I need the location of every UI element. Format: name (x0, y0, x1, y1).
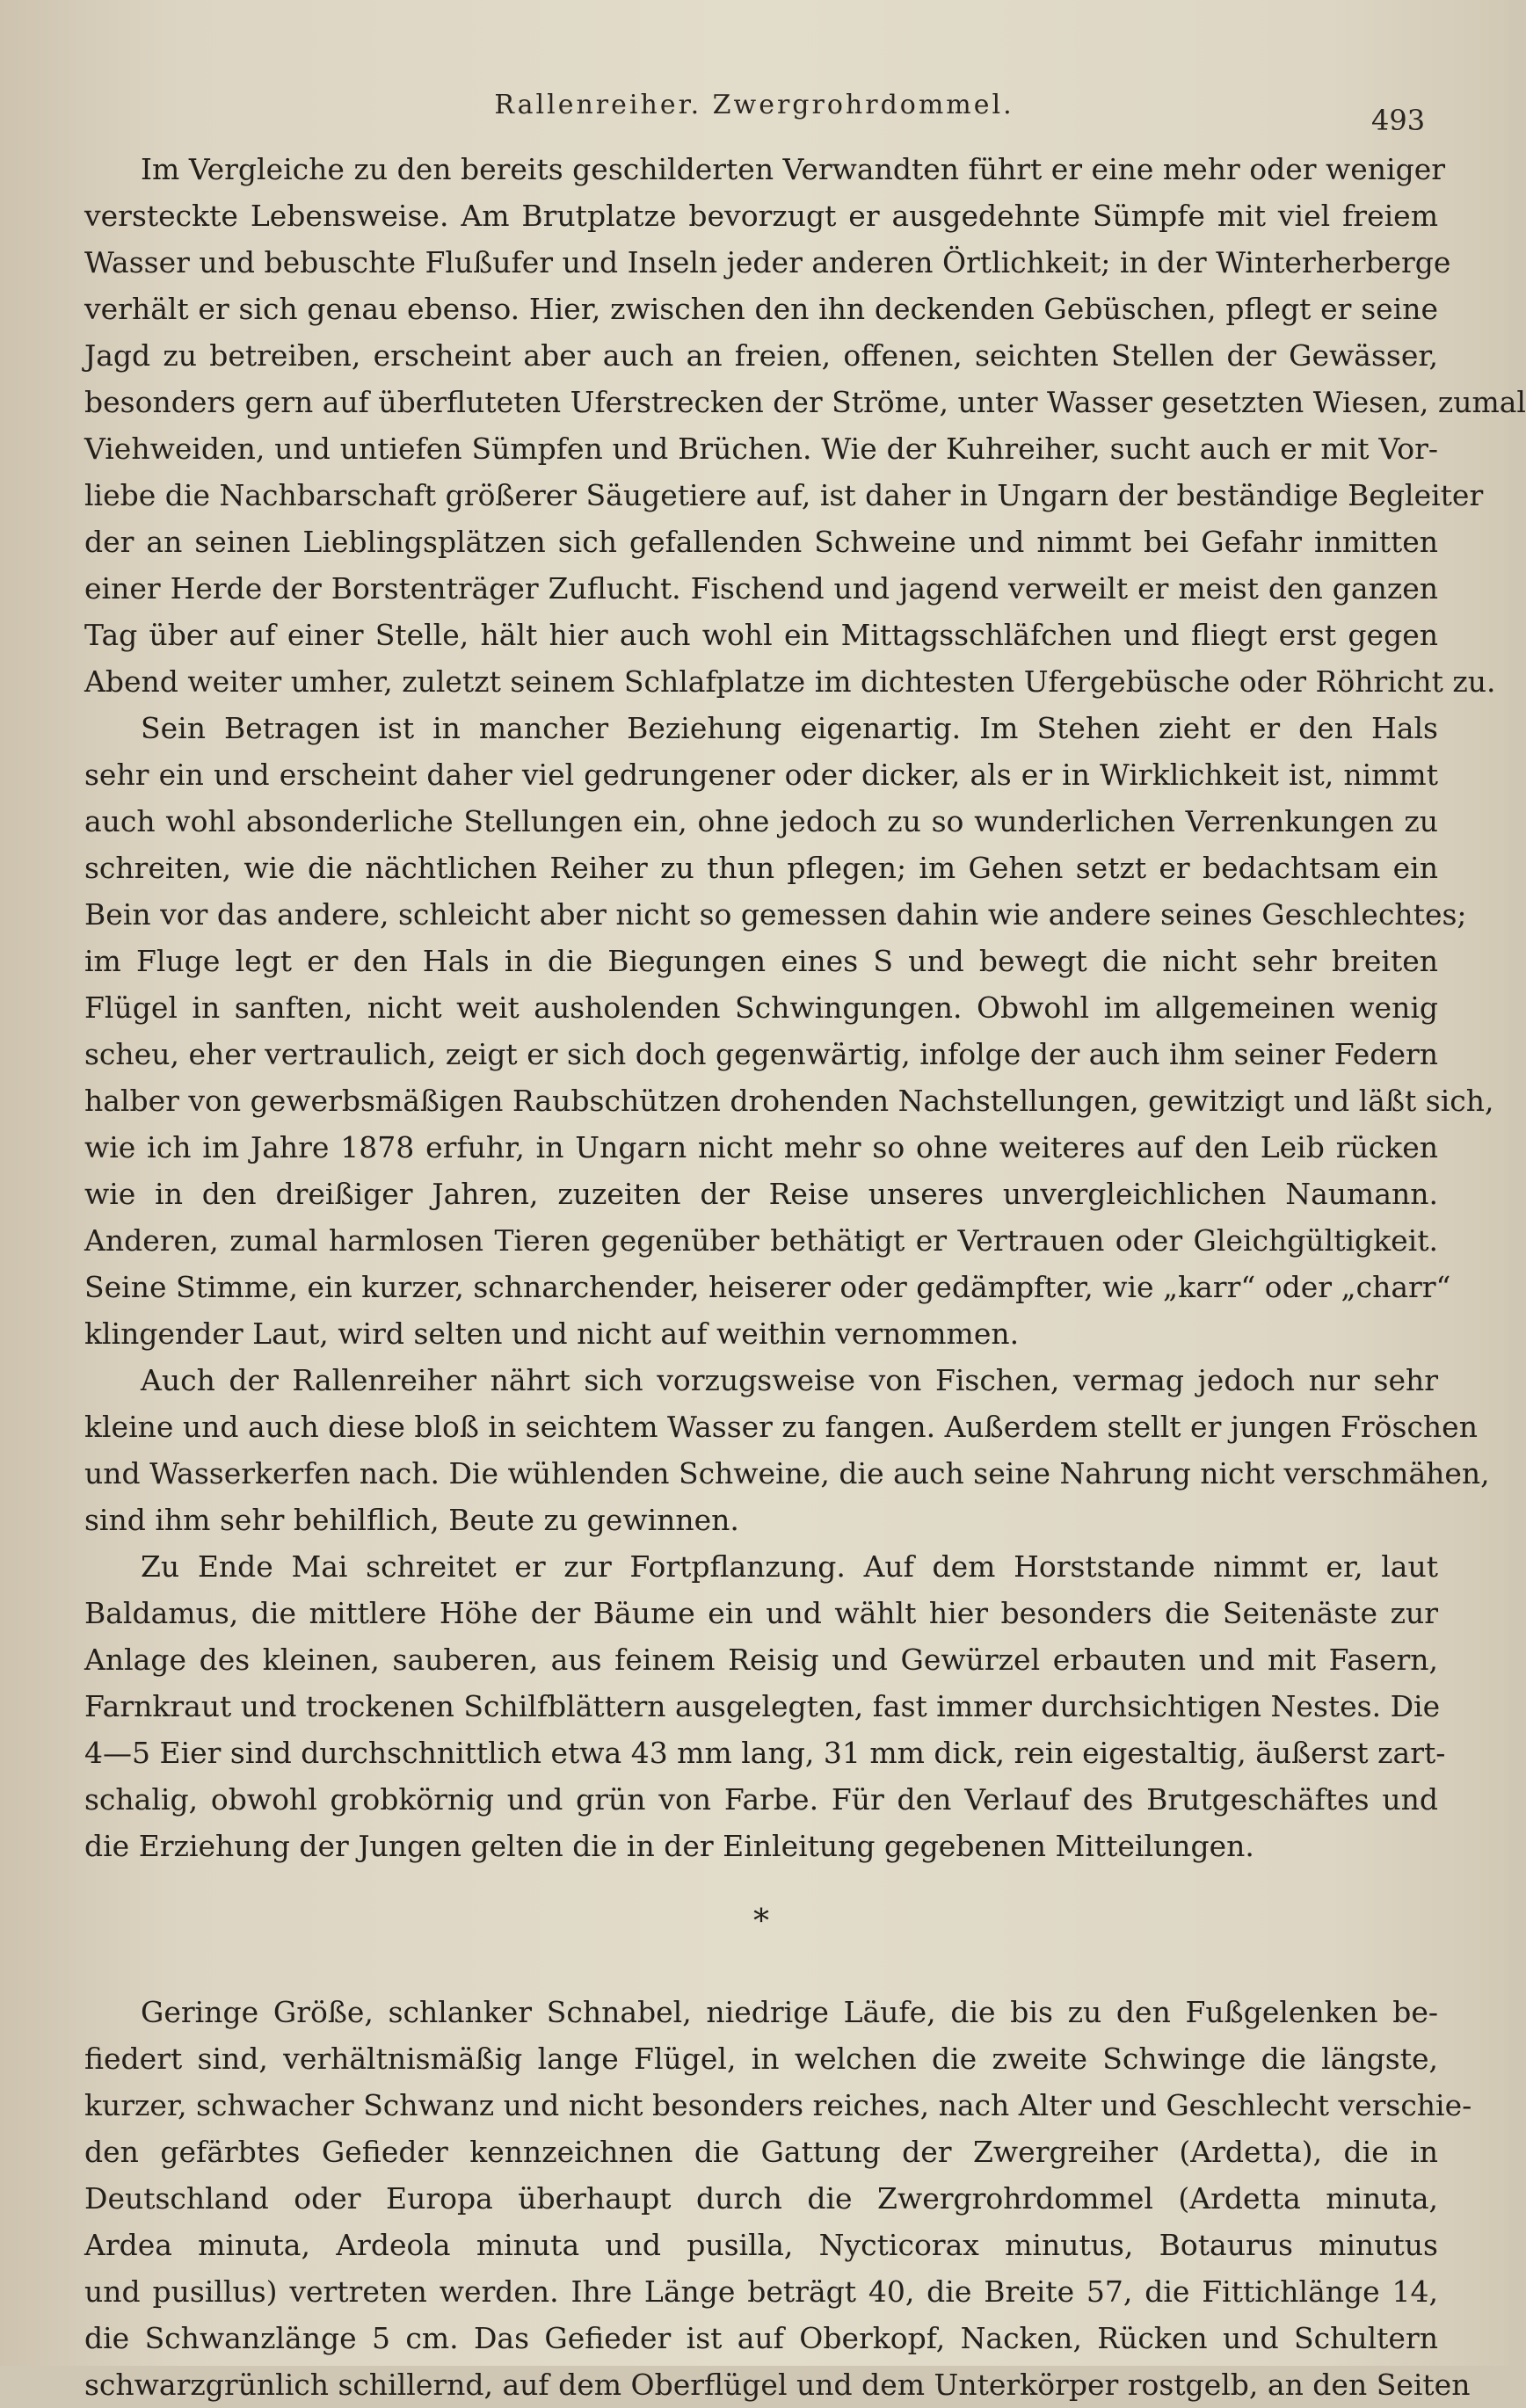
text-line: den gefärbtes Gefieder kennzeichnen die Gattung der Zwergreiher (Ardetta), die in (84, 2135, 1438, 2169)
text-line: 4—5 Eier sind durchschnittlich etwa 43 mm lang, 31 mm dick, rein eigestaltig, äußerst zart- (84, 1736, 1446, 1770)
paragraph (84, 1357, 1490, 1543)
text-line: Deutschland oder Europa überhaupt durch die Zwergrohrdommel (Ardetta minuta, (84, 2181, 1438, 2216)
paragraph (84, 146, 1526, 705)
running-title: Rallenreiher. Zwergrohrdommel. (494, 90, 1014, 120)
text-line: und pusillus) vertreten werden. Ihre Länge beträgt 40, die Breite 57, die Fittichlänge 14, (84, 2274, 1438, 2309)
text-line: Geringe Größe, schlanker Schnabel, niedrige Läufe, die bis zu den Fußgelenken be- (141, 1995, 1438, 2029)
text-line: sehr ein und erscheint daher viel gedrungener oder dicker, als er in Wirklichkeit ist, nimmt (84, 758, 1438, 792)
text-line: im Fluge legt er den Hals in die Biegungen eines S und bewegt die nicht sehr breiten (84, 944, 1438, 978)
text-line: Anderen, zumal harmlosen Tieren gegenüber bethätigt er Vertrauen oder Gleichgültigkeit. (84, 1223, 1438, 1258)
text-line: Jagd zu betreiben, erscheint aber auch an freien, offenen, seichten Stellen der Gewässer, (84, 338, 1438, 373)
section-separator: * (753, 1904, 769, 1940)
text-line: klingender Laut, wird selten und nicht auf weithin vernommen. (84, 1316, 1020, 1351)
text-line: wie in den dreißiger Jahren, zuzeiten der Reise unseres unvergleichlichen Naumann. (84, 1177, 1438, 1211)
text-line: Farnkraut und trockenen Schilfblättern ausgelegten, fast immer durchsichtigen Nestes. Die (84, 1689, 1441, 1723)
text-line: fiedert sind, verhältnismäßig lange Flügel, in welchen die zweite Schwinge die längste, (84, 2042, 1438, 2076)
paragraph (84, 705, 1494, 1357)
text-line: halber von gewerbsmäßigen Raubschützen drohenden Nachstellungen, gewitzigt und läßt sich, (84, 1084, 1494, 1118)
text-line: besonders gern auf überfluteten Uferstrecken der Ströme, unter Wasser gesetzten Wiesen, zumal (84, 385, 1526, 419)
text-line: Baldamus, die mittlere Höhe der Bäume ein und wählt hier besonders die Seitenäste zur (84, 1596, 1438, 1630)
spacer (84, 1962, 1438, 1989)
text-line: Wasser und bebuschte Flußufer und Inseln jeder anderen Örtlichkeit; in der Winterherberge (84, 245, 1451, 279)
text-line: Tag über auf einer Stelle, hält hier auch wohl ein Mittagsschläfchen und fliegt erst gegen (84, 618, 1438, 652)
text-line: kurzer, schwacher Schwanz und nicht besonders reiches, nach Alter und Geschlecht verschie- (84, 2088, 1472, 2122)
text-line: Zu Ende Mai schreitet er zur Fortpflanzung. Auf dem Horststande nimmt er, laut (141, 1549, 1438, 1584)
text-line: die Schwanzlänge 5 cm. Das Gefieder ist auf Oberkopf, Nacken, Rücken und Schultern (84, 2321, 1438, 2355)
text-line: Viehweiden, und untiefen Sümpfen und Brüchen. Wie der Kuhreiher, sucht auch er mit Vor- (84, 432, 1438, 466)
text-line: versteckte Lebensweise. Am Brutplatze bevorzugt er ausgedehnte Sümpfe mit viel freiem (84, 199, 1438, 233)
text-line: einer Herde der Borstenträger Zuflucht. Fischend und jagend verweilt er meist den ganzen (84, 571, 1438, 606)
text-line: kleine und auch diese bloß in seichtem Wasser zu fangen. Außerdem stellt er jungen Fröschen (84, 1410, 1478, 1444)
text-line: auch wohl absonderliche Stellungen ein, ohne jedoch zu so wunderlichen Verrenkungen zu (84, 804, 1438, 838)
text-line: Sein Betragen ist in mancher Beziehung eigenartig. Im Stehen zieht er den Hals (141, 711, 1438, 745)
text-line: verhält er sich genau ebenso. Hier, zwischen den ihn deckenden Gebüschen, pflegt er seine (84, 292, 1438, 326)
text-line: Flügel in sanften, nicht weit ausholenden Schwingungen. Obwohl im allgemeinen wenig (84, 990, 1438, 1025)
body-text (84, 146, 1526, 2408)
text-line: scheu, eher vertraulich, zeigt er sich doch gegenwärtig, infolge der auch ihm seiner Federn (84, 1037, 1438, 1071)
paragraph (84, 1543, 1446, 1869)
page-number: 493 (1371, 104, 1426, 137)
text-line: Seine Stimme, ein kurzer, schnarchender, heiserer oder gedämpfter, wie „karr“ oder „charr“ (84, 1270, 1451, 1304)
text-line: Auch der Rallenreiher nährt sich vorzugsweise von Fischen, vermag jedoch nur sehr (141, 1363, 1438, 1397)
text-line: Ardea minuta, Ardeola minuta und pusilla, Nycticorax minutus, Botaurus minutus (84, 2228, 1438, 2262)
paragraph (84, 1989, 1472, 2408)
text-line: sind ihm sehr behilflich, Beute zu gewinnen. (84, 1503, 739, 1537)
text-line: der an seinen Lieblingsplätzen sich gefallenden Schweine und nimmt bei Gefahr inmitten (84, 525, 1438, 559)
text-line: Abend weiter umher, zuletzt seinem Schlafplatze im dichtesten Ufergebüsche oder Röhricht zu. (84, 664, 1496, 699)
text-line: schwarzgrünlich schillernd, auf dem Oberflügel und dem Unterkörper rostgelb, an den Seiten (84, 2368, 1471, 2402)
text-line: Bein vor das andere, schleicht aber nicht so gemessen dahin wie andere seines Geschlechtes; (84, 897, 1467, 932)
text-line: Im Vergleiche zu den bereits geschilderten Verwandten führt er eine mehr oder weniger (141, 152, 1446, 186)
text-line: wie ich im Jahre 1878 erfuhr, in Ungarn nicht mehr so ohne weiteres auf den Leib rücken (84, 1130, 1438, 1164)
text-line: die Erziehung der Jungen gelten die in der Einleitung gegebenen Mitteilungen. (84, 1829, 1254, 1863)
text-line: schalig, obwohl grobkörnig und grün von Farbe. Für den Verlauf des Brutgeschäftes und (84, 1782, 1438, 1817)
text-line: schreiten, wie die nächtlichen Reiher zu thun pflegen; im Gehen setzt er bedachtsam ein (84, 851, 1438, 885)
text-line: Anlage des kleinen, sauberen, aus feinem Reisig und Gewürzel erbauten und mit Fasern, (84, 1643, 1438, 1677)
text-line: liebe die Nachbarschaft größerer Säugetiere auf, ist daher in Ungarn der beständige Begleiter (84, 478, 1484, 512)
text-line: und Wasserkerfen nach. Die wühlenden Schweine, die auch seine Nahrung nicht verschmähen, (84, 1456, 1490, 1490)
